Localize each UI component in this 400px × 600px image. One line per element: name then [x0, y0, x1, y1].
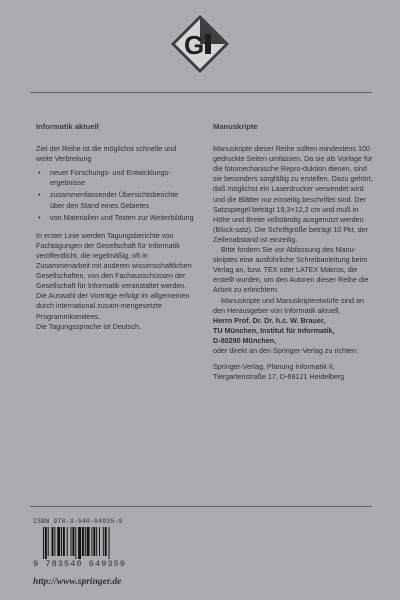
- left-column: [36, 122, 194, 332]
- address-line: Herrn Prof. Dr. Dr. h.c. W. Brauer,: [213, 315, 326, 325]
- isbn-number: ISBN 978-3-540-64935-9: [33, 518, 123, 525]
- section-heading: Informatik aktuell: [36, 122, 99, 131]
- paragraph: oder direkt an den Springer-Verlag zu richten:: [213, 345, 359, 355]
- publisher-address: Springer-Verlag, Planung Informatik II, Tiergartenstraße 17, D-69121 Heidelberg: [213, 362, 345, 382]
- paragraph: Bitte fordern Sie vor Abfassung des Manu-skriptes eine ausführliche Schreibanleitung beim Verlag an, bzw. TEX oder LATEX Makros, die erstellt wurden, um den Autoren dieser Reihe die Arbeit zu erleichtern.: [213, 245, 369, 295]
- gi-logo: [170, 14, 230, 74]
- publisher-url[interactable]: http://www.springer.de: [33, 577, 122, 587]
- list-item: • neuer Forschungs- und Entwicklungs-ergebnisse: [36, 168, 194, 188]
- right-column: [213, 122, 373, 382]
- svg-text:G: G: [184, 30, 205, 60]
- section-heading: Manuskripte: [213, 122, 258, 131]
- paragraph: Manuskripte und Manuskriptentwürfe sind an den Herausgeber von Informatik aktuell,: [213, 295, 365, 315]
- paragraph: Manuskripte dieser Reihe sollten mindestens 100 gedruckte Seiten umfassen. Da sie als Vorlage für die fotomechanische Repro-duktion dienen, sind sie besonders sorgfältig zu erstellen. Dazu gehört, daß möglichst ein Laserdrucker verwendet wird und die Blätter nur einseitig beschriftet sind. Der Satzspiegel beträgt 19,3×12,2 cm und muß in Höhe und Breite vollständig ausgenutzt werden (Block-satz). Die Schriftgröße beträgt 10 Pkt, der Zeilenabstand ist einzeilig.: [213, 144, 373, 244]
- barcode: [33, 518, 145, 570]
- paragraph: In erster Linie werden Tagungsberichte von Fachtagungen der Gesellschaft für Informatik veröffentlicht, die regelmäßig, oft in Zusammenarbeit mit anderen wissenschaftlichen Gesellschaften, von den Fachausschüssen der Gesellschaft für Informatik veranstaltet werden.: [36, 230, 192, 291]
- list-item: • zusammenfassender Übersichtsberichte über den Stand eines Gebietes: [36, 190, 194, 210]
- goal-list: [36, 168, 194, 222]
- paragraph: Die Tagungssprache ist Deutsch.: [36, 321, 141, 331]
- address-line: D-80290 München,: [213, 335, 277, 345]
- barcode-bars: [43, 527, 139, 559]
- top-rule: [30, 92, 372, 93]
- address-line: TU München, Institut für Informatik,: [213, 325, 335, 335]
- paragraph: Die Auswahl der Vorträge erfolgt im allgemeinen durch international zusam-mengesetzte Programmkomitees.: [36, 291, 190, 321]
- bottom-rule: [30, 506, 372, 507]
- intro-text: Ziel der Reihe ist die möglichst schnelle und weite Verbreitung: [36, 144, 177, 164]
- barcode-digits: 9 783540 649359: [33, 559, 127, 569]
- list-item: • von Materialien und Texten zur Weiterbildung: [36, 213, 194, 223]
